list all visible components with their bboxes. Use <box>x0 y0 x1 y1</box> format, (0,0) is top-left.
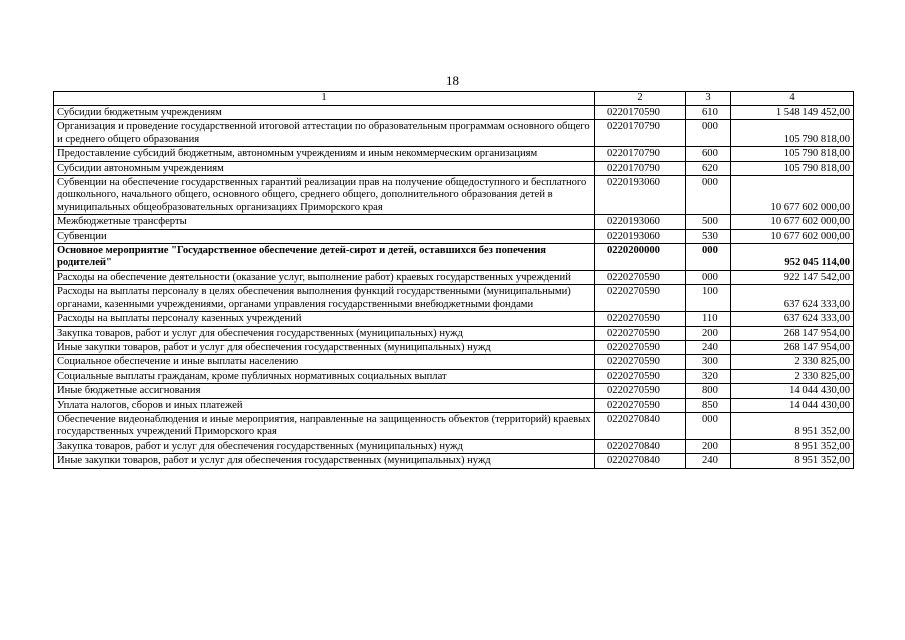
row-type-cell: 300 <box>686 355 731 369</box>
row-name-cell: Иные бюджетные ассигнования <box>54 384 595 398</box>
header-cell-name: 1 <box>54 92 595 106</box>
row-amount-cell: 10 677 602 000,00 <box>731 176 854 215</box>
table-row <box>54 244 854 271</box>
row-amount-cell: 105 790 818,00 <box>731 120 854 147</box>
row-amount-cell: 8 951 352,00 <box>731 439 854 453</box>
row-code-cell: 0220270590 <box>595 384 686 398</box>
row-name-cell: Уплата налогов, сборов и иных платежей <box>54 398 595 412</box>
row-name-cell: Межбюджетные трансферты <box>54 215 595 229</box>
table-row <box>54 147 854 161</box>
row-code-cell: 0220270590 <box>595 340 686 354</box>
row-amount-cell: 14 044 430,00 <box>731 398 854 412</box>
row-type-cell: 000 <box>686 244 731 271</box>
row-name-cell: Предоставление субсидий бюджетным, автономным учреждениям и иным некоммерческим организациям <box>54 147 595 161</box>
row-name-cell: Иные закупки товаров, работ и услуг для обеспечения государственных (муниципальных) нужд <box>54 340 595 354</box>
row-code-cell: 0220270590 <box>595 355 686 369</box>
table-row <box>54 106 854 120</box>
row-code-cell: 0220270590 <box>595 369 686 383</box>
table-row <box>54 384 854 398</box>
table-row <box>54 285 854 312</box>
row-type-cell: 100 <box>686 285 731 312</box>
row-amount-cell: 14 044 430,00 <box>731 384 854 398</box>
row-type-cell: 800 <box>686 384 731 398</box>
row-name-cell: Субсидии автономным учреждениям <box>54 161 595 175</box>
header-row <box>54 92 854 106</box>
row-code-cell: 0220193060 <box>595 176 686 215</box>
budget-table <box>53 91 854 469</box>
row-name-cell: Иные закупки товаров, работ и услуг для обеспечения государственных (муниципальных) нужд <box>54 454 595 468</box>
table-row <box>54 439 854 453</box>
row-code-cell: 0220270840 <box>595 454 686 468</box>
table-row <box>54 229 854 243</box>
row-type-cell: 000 <box>686 176 731 215</box>
row-name-cell: Основное мероприятие "Государственное обеспечение детей-сирот и детей, оставшихся без попечения родителей" <box>54 244 595 271</box>
header-cell-type: 3 <box>686 92 731 106</box>
row-type-cell: 320 <box>686 369 731 383</box>
row-code-cell: 0220270840 <box>595 439 686 453</box>
row-amount-cell: 268 147 954,00 <box>731 340 854 354</box>
row-code-cell: 0220193060 <box>595 215 686 229</box>
row-type-cell: 000 <box>686 270 731 284</box>
row-type-cell: 850 <box>686 398 731 412</box>
row-amount-cell: 922 147 542,00 <box>731 270 854 284</box>
table-row <box>54 454 854 468</box>
table-row <box>54 340 854 354</box>
row-type-cell: 240 <box>686 340 731 354</box>
row-type-cell: 000 <box>686 120 731 147</box>
table-row <box>54 215 854 229</box>
row-name-cell: Социальные выплаты гражданам, кроме публичных нормативных социальных выплат <box>54 369 595 383</box>
row-name-cell: Закупка товаров, работ и услуг для обеспечения государственных (муниципальных) нужд <box>54 326 595 340</box>
table-row <box>54 355 854 369</box>
row-type-cell: 600 <box>686 147 731 161</box>
table-row <box>54 412 854 439</box>
row-name-cell: Расходы на выплаты персоналу казенных учреждений <box>54 312 595 326</box>
row-name-cell: Социальное обеспечение и иные выплаты населению <box>54 355 595 369</box>
row-code-cell: 0220193060 <box>595 229 686 243</box>
budget-table-body <box>54 92 854 469</box>
table-row <box>54 398 854 412</box>
header-cell-amount: 4 <box>731 92 854 106</box>
row-amount-cell: 10 677 602 000,00 <box>731 229 854 243</box>
table-row <box>54 312 854 326</box>
page-number: 18 <box>446 73 459 88</box>
table-row <box>54 161 854 175</box>
row-amount-cell: 105 790 818,00 <box>731 161 854 175</box>
row-name-cell: Обеспечение видеонаблюдения и иные мероприятия, направленные на защищенность объектов (территорий) краевых государственных учреждений Приморского края <box>54 412 595 439</box>
row-type-cell: 620 <box>686 161 731 175</box>
row-type-cell: 200 <box>686 439 731 453</box>
row-code-cell: 0220170790 <box>595 147 686 161</box>
row-code-cell: 0220170590 <box>595 106 686 120</box>
row-code-cell: 0220170790 <box>595 161 686 175</box>
row-type-cell: 530 <box>686 229 731 243</box>
row-amount-cell: 2 330 825,00 <box>731 355 854 369</box>
row-type-cell: 610 <box>686 106 731 120</box>
row-code-cell: 0220270590 <box>595 270 686 284</box>
row-name-cell: Субсидии бюджетным учреждениям <box>54 106 595 120</box>
row-code-cell: 0220170790 <box>595 120 686 147</box>
row-type-cell: 110 <box>686 312 731 326</box>
row-code-cell: 0220200000 <box>595 244 686 271</box>
row-amount-cell: 268 147 954,00 <box>731 326 854 340</box>
row-code-cell: 0220270590 <box>595 285 686 312</box>
row-name-cell: Закупка товаров, работ и услуг для обеспечения государственных (муниципальных) нужд <box>54 439 595 453</box>
row-amount-cell: 2 330 825,00 <box>731 369 854 383</box>
row-amount-cell: 637 624 333,00 <box>731 312 854 326</box>
row-name-cell: Субвенции на обеспечение государственных гарантий реализации прав на получение общедоступного и бесплатного дошкольного, начального общего, основного общего, среднего общего, дополнительного образования детей в муниципальных общеобразовательных организациях Приморского края <box>54 176 595 215</box>
table-row <box>54 176 854 215</box>
row-code-cell: 0220270590 <box>595 326 686 340</box>
table-row <box>54 369 854 383</box>
row-type-cell: 000 <box>686 412 731 439</box>
table-row <box>54 326 854 340</box>
row-code-cell: 0220270590 <box>595 398 686 412</box>
row-amount-cell: 8 951 352,00 <box>731 454 854 468</box>
row-amount-cell: 1 548 149 452,00 <box>731 106 854 120</box>
row-name-cell: Расходы на обеспечение деятельности (оказание услуг, выполнение работ) краевых государственных учреждений <box>54 270 595 284</box>
row-amount-cell: 637 624 333,00 <box>731 285 854 312</box>
row-name-cell: Организация и проведение государственной итоговой аттестации по образовательным программам основного общего и среднего общего образования <box>54 120 595 147</box>
row-amount-cell: 105 790 818,00 <box>731 147 854 161</box>
table-row <box>54 270 854 284</box>
row-type-cell: 500 <box>686 215 731 229</box>
row-amount-cell: 10 677 602 000,00 <box>731 215 854 229</box>
row-code-cell: 0220270590 <box>595 312 686 326</box>
row-type-cell: 240 <box>686 454 731 468</box>
row-name-cell: Расходы на выплаты персоналу в целях обеспечения выполнения функций государственными (муниципальными) органами, казенными учреждениями, органами управления государственными внебюджетными фондами <box>54 285 595 312</box>
header-cell-code: 2 <box>595 92 686 106</box>
row-amount-cell: 8 951 352,00 <box>731 412 854 439</box>
table-row <box>54 120 854 147</box>
row-amount-cell: 952 045 114,00 <box>731 244 854 271</box>
row-type-cell: 200 <box>686 326 731 340</box>
row-code-cell: 0220270840 <box>595 412 686 439</box>
row-name-cell: Субвенции <box>54 229 595 243</box>
